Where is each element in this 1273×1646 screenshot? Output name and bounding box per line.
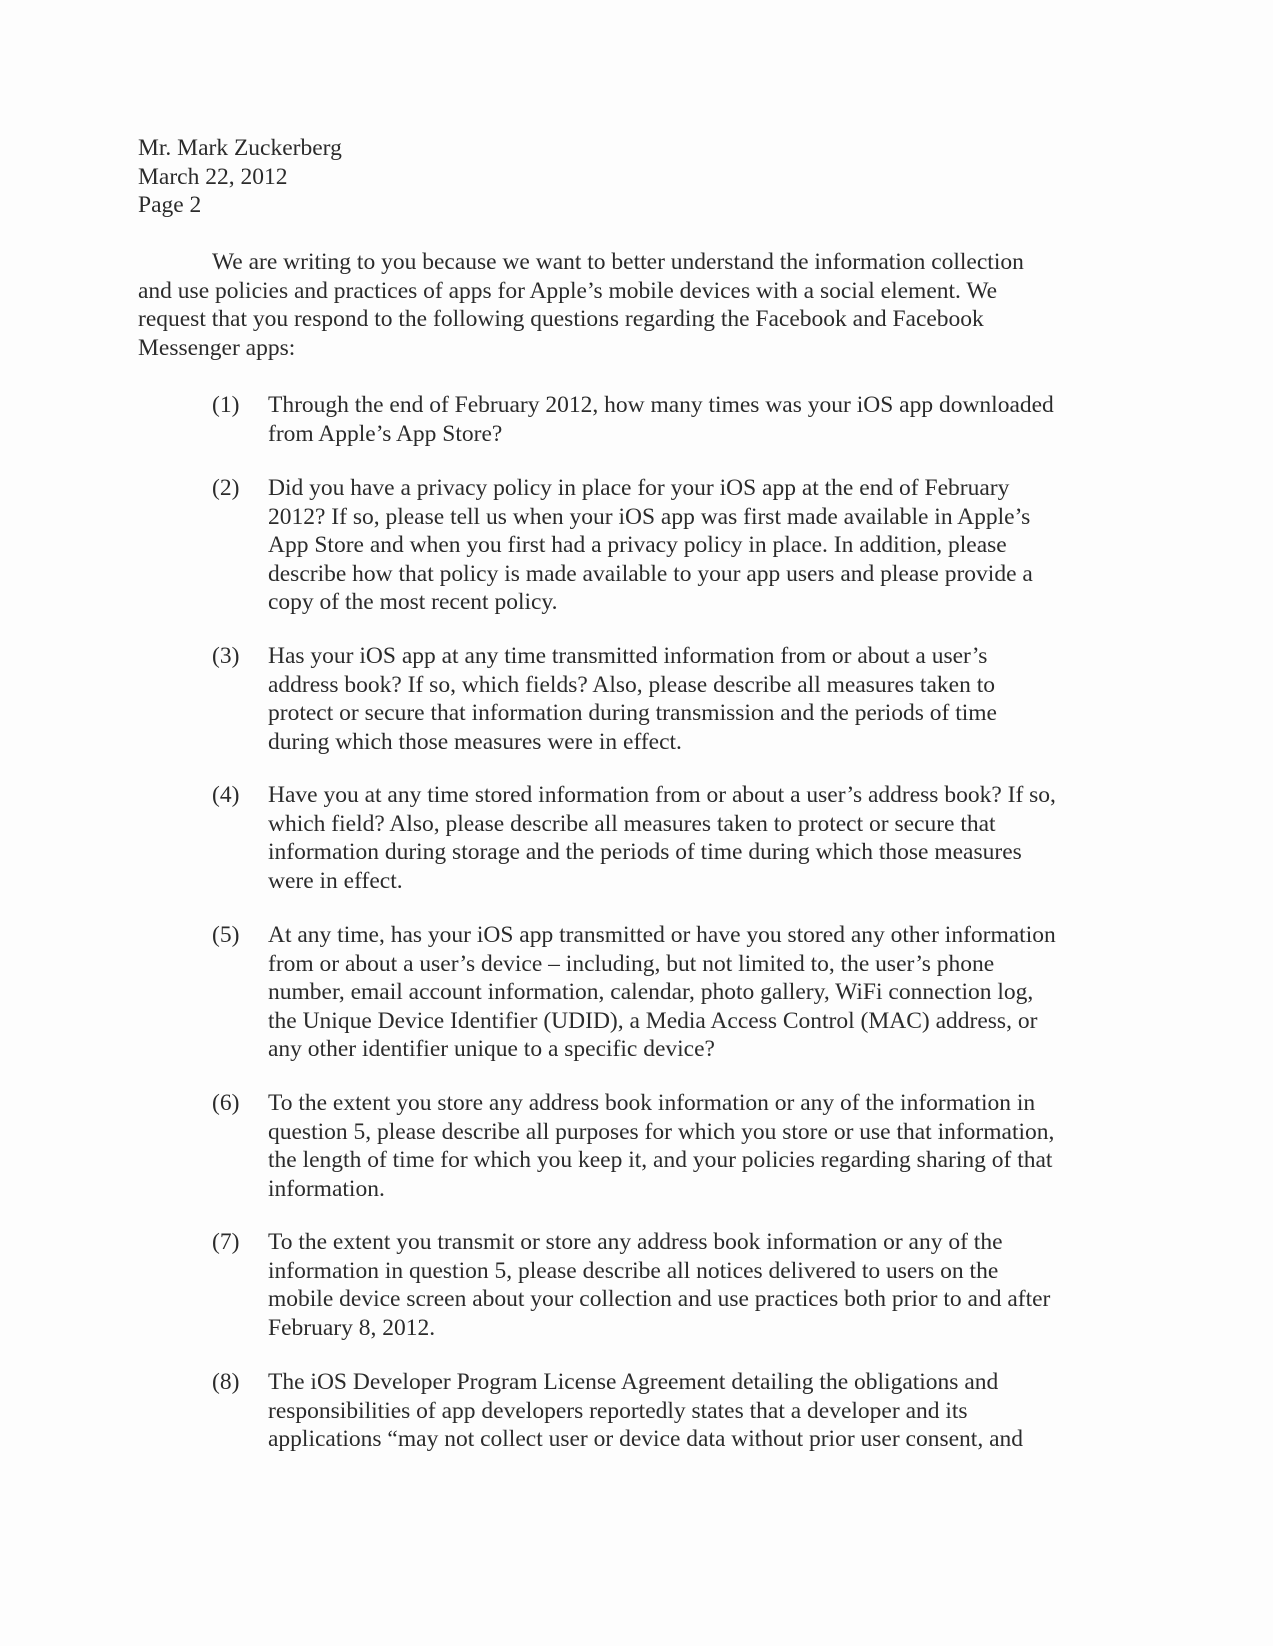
question-line: were in effect.: [268, 867, 403, 894]
question-line: the Unique Device Identifier (UDID), a Media Access Control (MAC) address, or: [268, 1007, 1038, 1034]
question-line: The iOS Developer Program License Agreement detailing the obligations and: [268, 1369, 999, 1395]
question-line: the length of time for which you keep it, and your policies regarding sharing of that: [268, 1147, 1053, 1173]
question-number: (2): [212, 475, 240, 501]
recipient-name: Mr. Mark Zuckerberg: [138, 135, 342, 161]
question-text: [268, 1228, 1108, 1342]
question-line: information in question 5, please describe all notices delivered to users on the: [268, 1257, 999, 1284]
question-text: [268, 921, 1108, 1064]
question-line: which field? Also, please describe all measures taken to protect or secure that: [268, 810, 996, 837]
question-number: (7): [212, 1229, 240, 1255]
question-number: (3): [212, 643, 240, 669]
intro-line: Messenger apps:: [138, 334, 296, 361]
question-number: (5): [212, 922, 240, 948]
question-line: from or about a user’s device – including, but not limited to, the user’s phone: [268, 950, 995, 977]
question-line: Has your iOS app at any time transmitted information from or about a user’s: [268, 643, 988, 669]
question-line: copy of the most recent policy.: [268, 589, 558, 615]
question-line: address book? If so, which fields? Also, please describe all measures taken to: [268, 671, 995, 698]
question-text: [268, 474, 1108, 617]
letter-date: March 22, 2012: [138, 163, 288, 190]
intro-paragraph: [138, 248, 1098, 362]
question-line: Did you have a privacy policy in place for your iOS app at the end of February: [268, 475, 1010, 501]
intro-line: and use policies and practices of apps for Apple’s mobile devices with a social element. We: [138, 277, 998, 304]
question-line: App Store and when you first had a privacy policy in place. In addition, please: [268, 532, 1007, 558]
question-text: [268, 1089, 1108, 1203]
question-line: 2012? If so, please tell us when your iOS app was first made available in Apple’s: [268, 503, 1031, 530]
question-line: To the extent you transmit or store any address book information or any of the: [268, 1229, 1003, 1255]
question-line: Have you at any time stored information from or about a user’s address book? If so,: [268, 782, 1056, 808]
question-line: applications “may not collect user or device data without prior user consent, and: [268, 1426, 1024, 1452]
question-line: number, email account information, calendar, photo gallery, WiFi connection log,: [268, 979, 1034, 1005]
question-line: responsibilities of app developers reportedly states that a developer and its: [268, 1397, 968, 1424]
question-line: any other identifier unique to a specific device?: [268, 1036, 715, 1062]
question-text: [268, 391, 1108, 448]
question-line: from Apple’s App Store?: [268, 420, 503, 447]
question-number: (8): [212, 1369, 240, 1395]
question-number: (6): [212, 1090, 240, 1116]
intro-line: We are writing to you because we want to better understand the information collection: [212, 249, 1024, 275]
question-line: during which those measures were in effect.: [268, 728, 682, 755]
question-text: [268, 781, 1108, 895]
question-line: protect or secure that information during transmission and the periods of time: [268, 700, 997, 726]
question-line: To the extent you store any address book information or any of the information in: [268, 1090, 1036, 1116]
question-text: [268, 642, 1108, 756]
question-line: question 5, please describe all purposes for which you store or use that information,: [268, 1118, 1055, 1145]
question-line: At any time, has your iOS app transmitted or have you stored any other information: [268, 922, 1056, 948]
question-line: describe how that policy is made available to your app users and please provide a: [268, 560, 1033, 587]
question-text: [268, 1368, 1108, 1454]
page-number: Page 2: [138, 192, 202, 218]
letter-header: [138, 134, 342, 220]
question-line: Through the end of February 2012, how many times was your iOS app downloaded: [268, 392, 1054, 418]
question-number: (4): [212, 782, 240, 808]
question-line: mobile device screen about your collection and use practices both prior to and after: [268, 1286, 1051, 1312]
question-line: February 8, 2012.: [268, 1314, 436, 1341]
question-number: (1): [212, 392, 240, 418]
intro-line: request that you respond to the following questions regarding the Facebook and Facebook: [138, 306, 984, 332]
question-line: information during storage and the periods of time during which those measures: [268, 839, 1022, 865]
question-line: information.: [268, 1175, 385, 1202]
